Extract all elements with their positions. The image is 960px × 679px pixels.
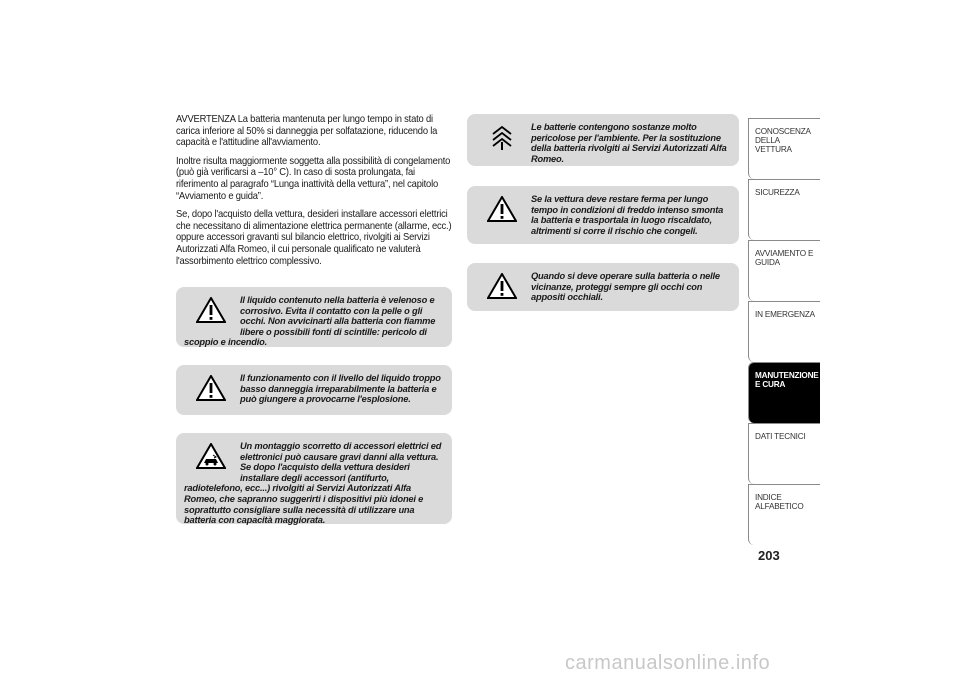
paragraph: Se, dopo l'acquisto della vettura, desideri installare accessori elettrici che necessitano di alimentazione elettrica permanente (allarme, ecc.) oppure accessori gravanti sul bilancio elettrico, rivolgiti ai Servizi Autorizzati Alfa Romeo, il cui personale qualificato ne valuterà l'assorbimento elettrico complessivo. (176, 209, 452, 267)
page-number: 203 (758, 548, 780, 563)
warning-text: Il liquido contenuto nella batteria è velenoso e corrosivo. Evita il contatto con la pelle o gli occhi. Non avvicinarti alla batteria con fiamme libere o possibili fonti di scintille: pericolo di scoppio e incendio. (184, 295, 436, 348)
warning-triangle-icon (479, 271, 525, 301)
paragraph: AVVERTENZA La batteria mantenuta per lungo tempo in stato di carica inferiore al 50% si danneggia per solfatazione, riducendo la capacità e l'attitudine all'avviamento. (176, 114, 438, 149)
warning-box (176, 287, 452, 347)
tab-sicurezza[interactable]: SICUREZZA (748, 179, 820, 240)
environment-icon (479, 122, 525, 152)
paragraph: Inoltre risulta maggiormente soggetta alla possibilità di congelamento (può già verificarsi a –10° C). In caso di sosta prolungata, fai riferimento al paragrafo “Lunga inattività della vettura”, nel capitolo “Avviamento e guida”. (176, 155, 451, 202)
warning-box (176, 433, 452, 524)
footer-watermark: carmanualsonline.info (565, 652, 771, 674)
left-column (176, 114, 452, 274)
tab-indice[interactable]: INDICE ALFABETICO (748, 484, 820, 545)
tab-avviamento[interactable]: AVVIAMENTO E GUIDA (748, 240, 820, 301)
warning-text: Un montaggio scorretto di accessori elettrici ed elettronici può causare gravi danni alla vettura. Se dopo l'acquisto della vettura desideri installare degli accessori (antifurto, radiotelefono, ecc...) rivolgiti ai Servizi Autorizzati Alfa Romeo, che sapranno suggerirti i dispositivi più idonei e soprattutto consigliare sulla necessità di utilizzare una batteria con capacità maggiorata. (184, 441, 442, 526)
tab-emergenza[interactable]: IN EMERGENZA (748, 301, 820, 362)
warning-box (467, 114, 739, 166)
tab-manutenzione[interactable]: MANUTENZIONE E CURA (748, 362, 820, 423)
tab-conoscenza[interactable]: CONOSCENZA DELLA VETTURA (748, 118, 820, 179)
warning-box (467, 263, 739, 311)
warning-triangle-icon (479, 194, 525, 224)
warning-text: Le batterie contengono sostanze molto pericolose per l'ambiente. Per la sostituzione della batteria rivolgiti ai Servizi Autorizzati Alfa Romeo. (531, 122, 727, 164)
car-damage-icon (188, 441, 234, 471)
warning-triangle-icon (188, 295, 234, 325)
warning-text: Quando si deve operare sulla batteria o nelle vicinanze, proteggi sempre gli occhi con appositi occhiali. (531, 271, 720, 303)
warning-text: Se la vettura deve restare ferma per lungo tempo in condizioni di freddo intenso smonta la batteria e trasportala in luogo riscaldato, altrimenti si corre il rischio che congeli. (531, 194, 724, 236)
warning-text: Il funzionamento con il livello del liquido troppo basso danneggia irreparabilmente la batteria e può giungere a provocarne l'esplosione. (240, 373, 441, 405)
warning-box (176, 365, 452, 415)
warning-box (467, 186, 739, 244)
warning-triangle-icon (188, 373, 234, 403)
tab-dati-tecnici[interactable]: DATI TECNICI (748, 423, 820, 484)
chapter-tabs (748, 118, 820, 545)
